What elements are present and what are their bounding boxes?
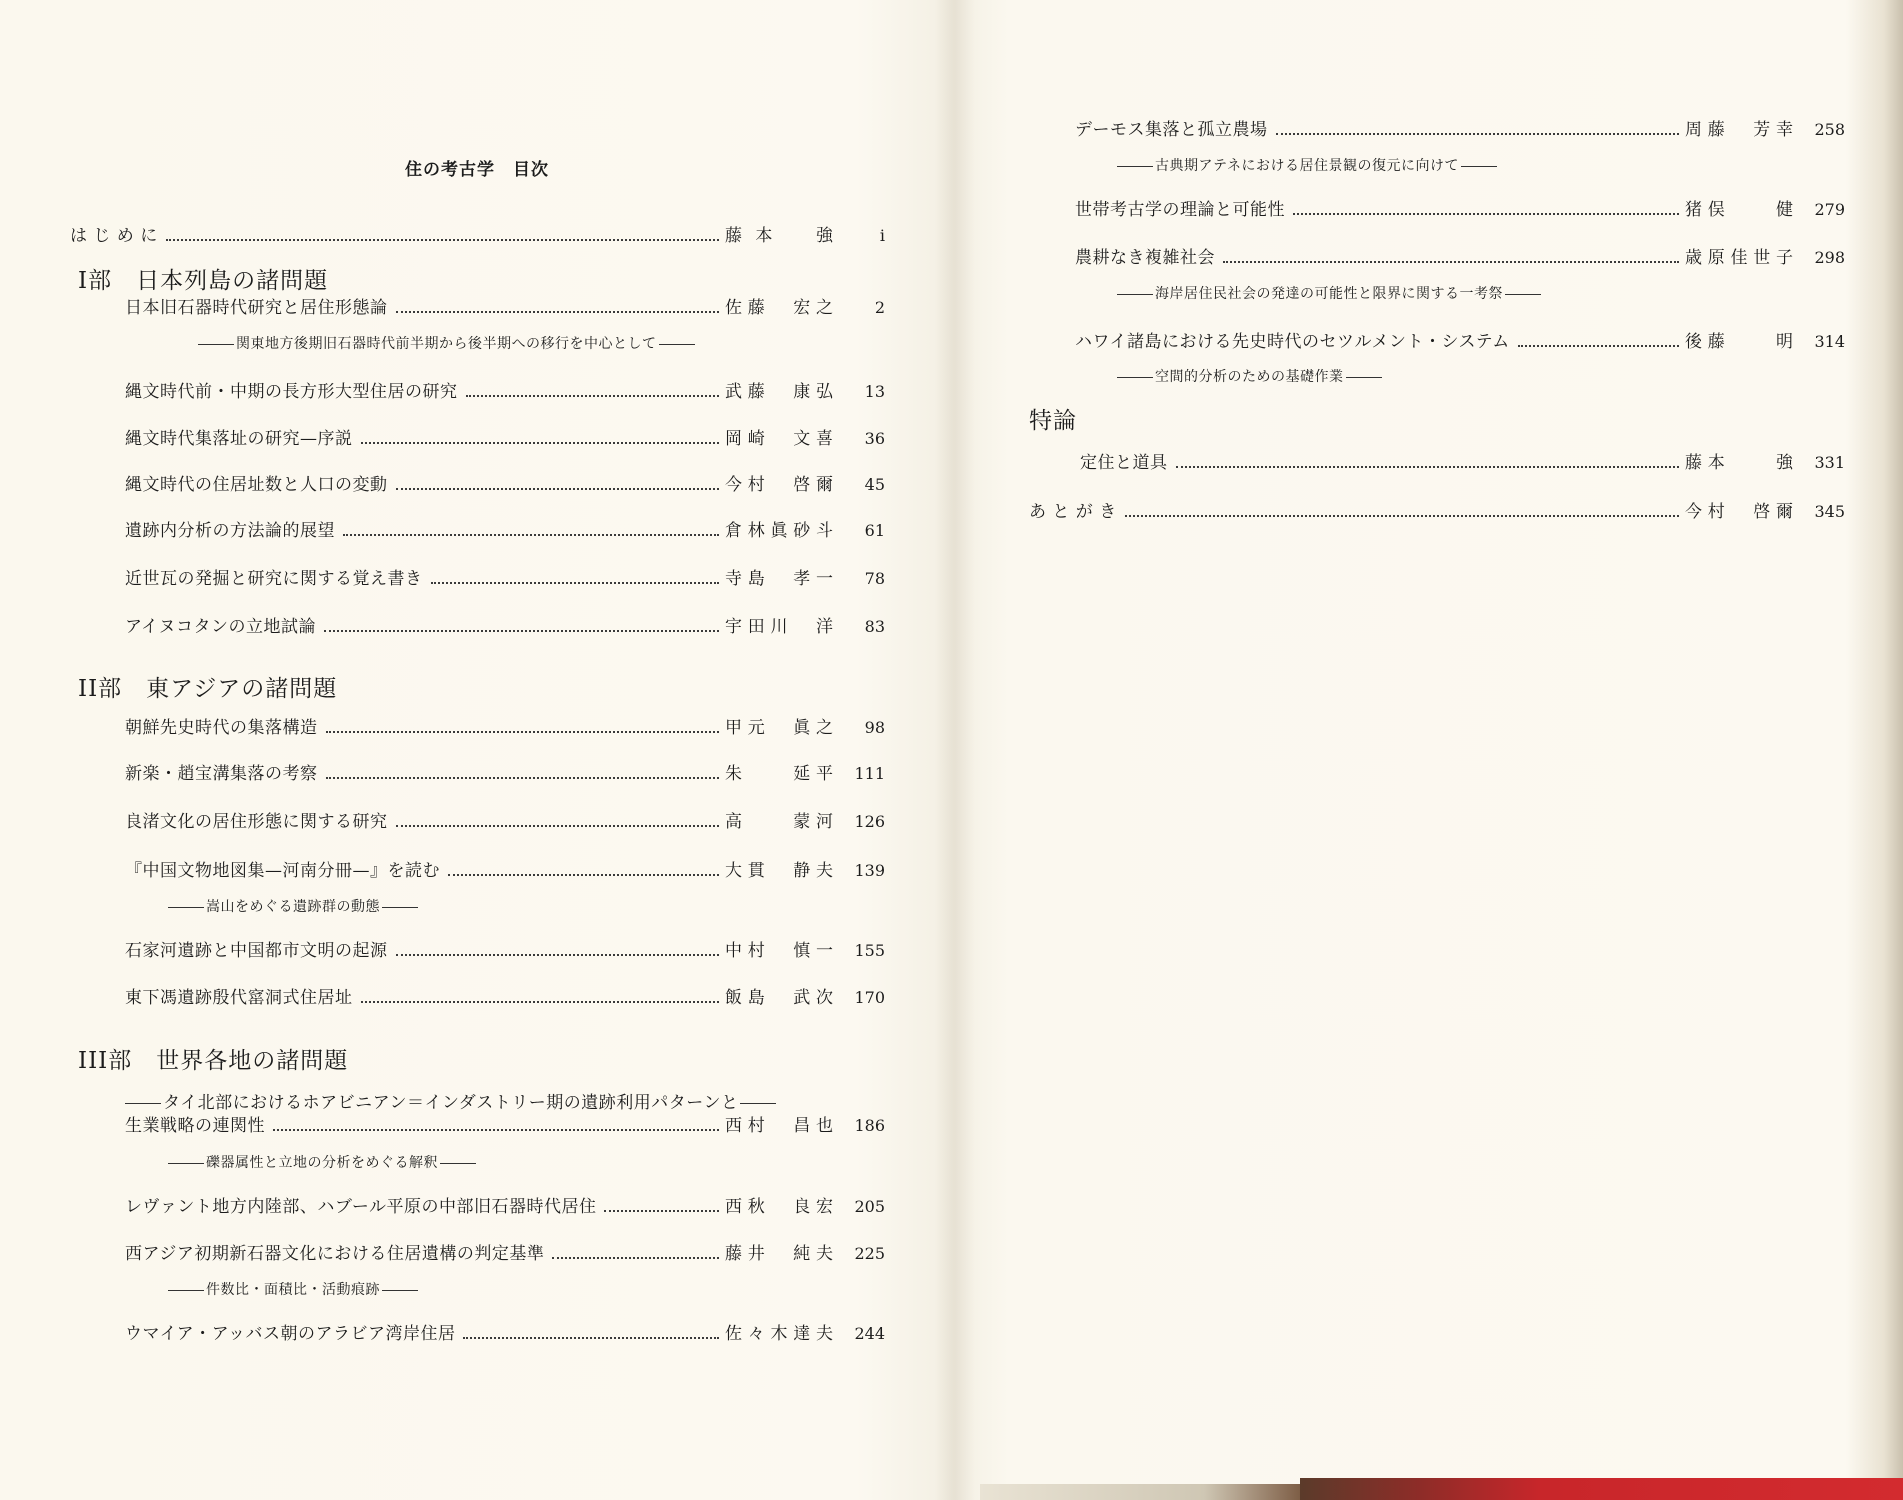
entry-title: 縄文時代集落址の研究—序説 [125,429,353,449]
entry-title: 新楽・趙宝溝集落の考察 [125,764,318,784]
entry-author: 藤本 強 [725,226,835,246]
entry-author: 佐々木達夫 [725,1324,835,1344]
part-heading: II部 東アジアの諸問題 [78,676,338,702]
entry-page: 98 [864,718,885,737]
toc-entry [125,615,885,639]
entry-title: 農耕なき複雑社会 [1075,248,1215,268]
toc-entry [1075,246,1845,270]
entry-page: 314 [1814,332,1845,351]
entry-author: 中村 慎一 [725,941,835,961]
entry-title: 定住と道具 [1080,453,1168,473]
entry-author: 西村 昌也 [725,1116,835,1136]
entry-author: 猪俣 健 [1685,200,1795,220]
entry-page: 61 [864,521,885,540]
toc-entry [125,380,885,404]
entry-title: ウマイア・アッバス朝のアラビア湾岸住居 [125,1324,456,1344]
entry-page: 45 [864,475,885,494]
entry-author: 飯島 武次 [725,988,835,1008]
entry-author: 後藤 明 [1685,332,1795,352]
toc-entry [125,519,885,543]
toc-entry [1075,330,1845,354]
entry-author: 藤井 純夫 [725,1244,835,1264]
entry-subtitle: 関東地方後期旧石器時代前半期から後半期への移行を中心として [198,333,695,353]
entry-page: 2 [874,298,885,317]
entry-page: 279 [1814,200,1845,219]
entry-title: アイヌコタンの立地試論 [125,617,316,637]
entry-page: 36 [864,429,885,448]
entry-author: 倉林眞砂斗 [725,521,835,541]
entry-page: 258 [1814,120,1845,139]
entry-page: 78 [864,569,885,588]
toc-entry [125,473,885,497]
entry-author: 今村 啓爾 [725,475,835,495]
toc-entry [125,810,885,834]
toc-entry [125,296,885,320]
part-heading: III部 世界各地の諸問題 [78,1048,349,1074]
entry-subtitle: 空間的分析のための基礎作業 [1117,366,1382,386]
toc-entry [125,567,885,591]
entry-title: デーモス集落と孤立農場 [1075,120,1268,140]
entry-title: 近世瓦の発掘と研究に関する覚え書き [125,569,423,589]
entry-author: 寺島 孝一 [725,569,835,589]
book-edge [1300,1478,1903,1500]
toc-entry [125,1322,885,1346]
entry-title: レヴァント地方内陸部、ハブール平原の中部旧石器時代居住 [125,1197,597,1217]
entry-page: 139 [854,861,885,880]
toc-entry [125,986,885,1010]
part-heading: I部 日本列島の諸問題 [78,268,329,294]
entry-title: 『中国文物地図集—河南分冊—』を読む [125,861,440,881]
entry-subtitle: 古典期アテネにおける居住景観の復元に向けて [1117,155,1497,175]
book-gutter [935,0,975,1500]
entry-title: 生業戦略の連関性 [125,1116,265,1136]
toc-entry [125,1114,885,1138]
entry-page: 155 [854,941,885,960]
entry-author: 武藤 康弘 [725,382,835,402]
toc-entry [125,1195,885,1219]
entry-author: 藤本 強 [1685,453,1795,473]
entry-page: 126 [854,812,885,831]
entry-author: 歳原佳世子 [1685,248,1795,268]
entry-page: 244 [854,1324,885,1343]
toc-entry [125,939,885,963]
entry-page: 205 [854,1197,885,1216]
entry-author: 今村 啓爾 [1685,502,1795,522]
entry-page: 83 [864,617,885,636]
entry-title: 縄文時代の住居址数と人口の変動 [125,475,388,495]
entry-title-line1: タイ北部におけるホアビニアン＝インダストリー期の遺跡利用パターンと [125,1088,776,1113]
entry-title: 石家河遺跡と中国都市文明の起源 [125,941,388,961]
toc-entry [125,427,885,451]
entry-author: 佐藤 宏之 [725,298,835,318]
entry-subtitle: 礫器属性と立地の分析をめぐる解釈 [168,1152,476,1172]
entry-author: 西秋 良宏 [725,1197,835,1217]
entry-page: 298 [1814,248,1845,267]
entry-page: 225 [854,1244,885,1263]
entry-title: ハワイ諸島における先史時代のセツルメント・システム [1075,332,1510,352]
toc-entry [1075,198,1845,222]
entry-title: 良渚文化の居住形態に関する研究 [125,812,388,832]
entry-author: 朱 延平 [725,764,835,784]
entry-title: 朝鮮先史時代の集落構造 [125,718,318,738]
entry-subtitle: 海岸居住民社会の発達の可能性と限界に関する一考祭 [1117,283,1541,303]
entry-title: 世帯考古学の理論と可能性 [1075,200,1285,220]
entry-author: 高 蒙河 [725,812,835,832]
toc-entry-afterword [1029,500,1845,524]
toc-entry [125,716,885,740]
entry-title: 縄文時代前・中期の長方形大型住居の研究 [125,382,458,402]
entry-title: 日本旧石器時代研究と居住形態論 [125,298,388,318]
entry-page: 186 [854,1116,885,1135]
entry-subtitle: 件数比・面積比・活動痕跡 [168,1279,418,1299]
entry-page: 170 [854,988,885,1007]
toc-entry-intro [70,224,885,248]
entry-page: i [879,226,885,245]
toc-entry [1075,118,1845,142]
entry-title: 遺跡内分析の方法論的展望 [125,521,335,541]
entry-subtitle: 嵩山をめぐる遺跡群の動態 [168,896,418,916]
page-title: 住の考古学 目次 [405,160,549,180]
toc-entry [125,762,885,786]
entry-title: 西アジア初期新石器文化における住居遺構の判定基準 [125,1244,545,1264]
entry-title: 東下馮遺跡殷代窰洞式住居址 [125,988,353,1008]
part-heading: 特論 [1029,408,1077,434]
entry-author: 大貫 静夫 [725,861,835,881]
entry-title: あ と が き [1029,502,1117,522]
entry-author: 甲元 眞之 [725,718,835,738]
entry-page: 111 [854,764,885,783]
entry-page: 345 [1814,502,1845,521]
entry-page: 331 [1814,453,1845,472]
toc-entry [125,1242,885,1266]
entry-author: 周藤 芳幸 [1685,120,1795,140]
entry-title: は じ め に [70,226,158,246]
toc-entry [125,859,885,883]
entry-page: 13 [864,382,885,401]
toc-entry [1080,451,1845,475]
entry-author: 岡崎 文喜 [725,429,835,449]
entry-author: 宇田川 洋 [725,617,835,637]
